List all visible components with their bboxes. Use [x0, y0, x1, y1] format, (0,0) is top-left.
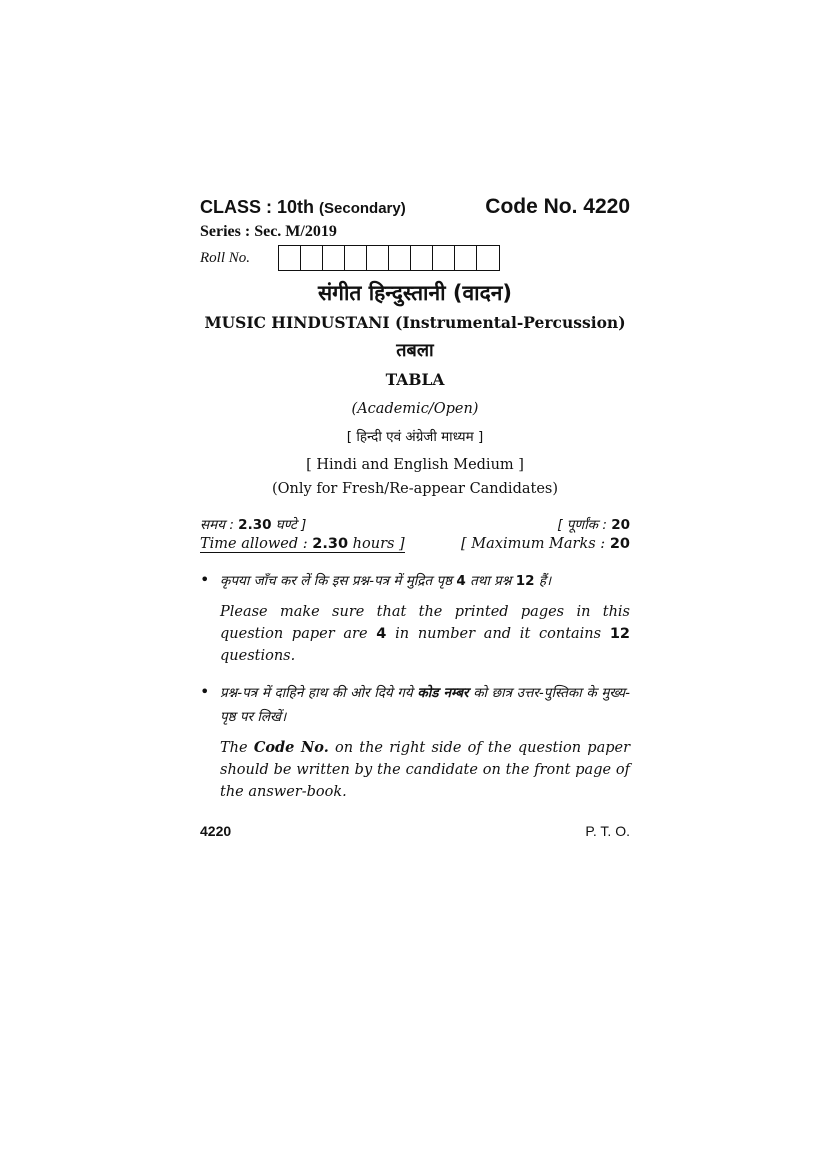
academic-label: (Academic/Open) — [351, 401, 479, 417]
instruction-1-hindi-part: तथा प्रश्न — [470, 573, 512, 589]
instruction-1-english — [220, 601, 630, 667]
page-footer — [200, 823, 630, 839]
time-marks-hindi — [200, 515, 630, 533]
instruction-item — [200, 681, 630, 809]
roll-number-boxes — [278, 245, 500, 271]
roll-number-box — [367, 246, 389, 270]
time-marks-english — [200, 536, 630, 553]
bullet-icon: • — [200, 682, 210, 701]
instruction-2-hindi-part: प्रश्न-पत्र में दाहिने हाथ की ओर दिये गये — [220, 685, 413, 701]
english-marks — [461, 536, 630, 552]
instruction-text — [220, 681, 630, 809]
hindi-marks-label: [ पूर्णांक : — [557, 517, 607, 533]
class-secondary: (Secondary) — [319, 200, 406, 217]
page-count: 4 — [456, 573, 466, 589]
roll-number-box — [279, 246, 301, 270]
english-time-unit: hours ] — [352, 536, 405, 552]
class-label — [200, 197, 406, 218]
instruction-2-english-part: on the right side of the question paper should be written by the candidate on the front page of the answer-book. — [220, 740, 631, 800]
class-text: CLASS : 10th — [200, 197, 315, 217]
question-count: 12 — [609, 626, 631, 642]
roll-number-box — [477, 246, 499, 270]
page-count: 4 — [376, 626, 387, 642]
english-title: MUSIC HINDUSTANI (Instrumental-Percussion) — [204, 313, 626, 332]
time-marks-block — [200, 515, 630, 553]
roll-number-box — [455, 246, 477, 270]
english-marks-label: [ Maximum Marks : — [461, 536, 606, 552]
class-code-row — [200, 195, 630, 223]
instruction-1-english-part: Please make sure that the printed pages in this question paper are — [220, 604, 630, 642]
question-count: 12 — [515, 573, 535, 589]
english-time — [200, 536, 405, 553]
code-number-english: Code No. — [253, 739, 329, 756]
english-time-value: 2.30 — [312, 536, 349, 552]
roll-number-row — [200, 245, 630, 271]
hindi-time — [200, 515, 306, 533]
code-number-hindi: कोड नम्बर — [417, 685, 469, 701]
medium-hindi: [ हिन्दी एवं अंग्रेजी माध्यम ] — [346, 429, 484, 445]
question-paper-cover — [200, 195, 630, 839]
instruction-1-english-part: in number and it contains — [395, 626, 602, 642]
series-label: Series : Sec. M/2019 — [200, 223, 337, 240]
instruction-2-hindi-part: को छात्र उत्तर-पुस्तिका के मुख्य-पृष्ठ पर लिखें। — [220, 685, 631, 725]
instruction-2-english-part: The — [220, 740, 248, 756]
instruction-text — [220, 569, 630, 673]
english-marks-value: 20 — [609, 536, 630, 552]
instruction-1-english-part: questions. — [220, 648, 296, 664]
hindi-time-value: 2.30 — [238, 517, 272, 533]
roll-number-box — [323, 246, 345, 270]
roll-number-box — [301, 246, 323, 270]
bullet-icon: • — [200, 570, 210, 589]
roll-number-box — [433, 246, 455, 270]
hindi-time-label: समय : — [200, 517, 234, 533]
footer-pto: P. T. O. — [585, 823, 630, 839]
english-time-label: Time allowed : — [200, 536, 308, 552]
medium-english: [ Hindi and English Medium ] — [306, 457, 524, 473]
instruction-1-hindi-part: कृपया जाँच कर लें कि इस प्रश्न-पत्र में मुद्रित पृष्ठ — [220, 573, 453, 589]
roll-number-box — [389, 246, 411, 270]
roll-number-box — [411, 246, 433, 270]
instruction-1-hindi-part: हैं। — [538, 573, 552, 589]
hindi-subject: तबला — [396, 340, 434, 361]
roll-number-box — [345, 246, 367, 270]
hindi-time-unit: घण्टे ] — [275, 517, 307, 533]
instruction-1-hindi — [220, 569, 630, 593]
roll-label: Roll No. — [200, 249, 251, 266]
candidates-note: (Only for Fresh/Re-appear Candidates) — [272, 481, 558, 497]
instruction-item — [200, 569, 630, 673]
instruction-2-english — [220, 737, 630, 803]
hindi-marks-value: 20 — [611, 517, 630, 533]
instruction-2-hindi — [220, 681, 630, 729]
hindi-title: संगीत हिन्दुस्तानी (वादन) — [317, 281, 513, 305]
instructions — [200, 569, 630, 809]
hindi-marks — [557, 515, 630, 533]
english-subject: TABLA — [385, 370, 445, 389]
footer-code: 4220 — [200, 823, 232, 839]
code-number: Code No. 4220 — [485, 195, 630, 218]
